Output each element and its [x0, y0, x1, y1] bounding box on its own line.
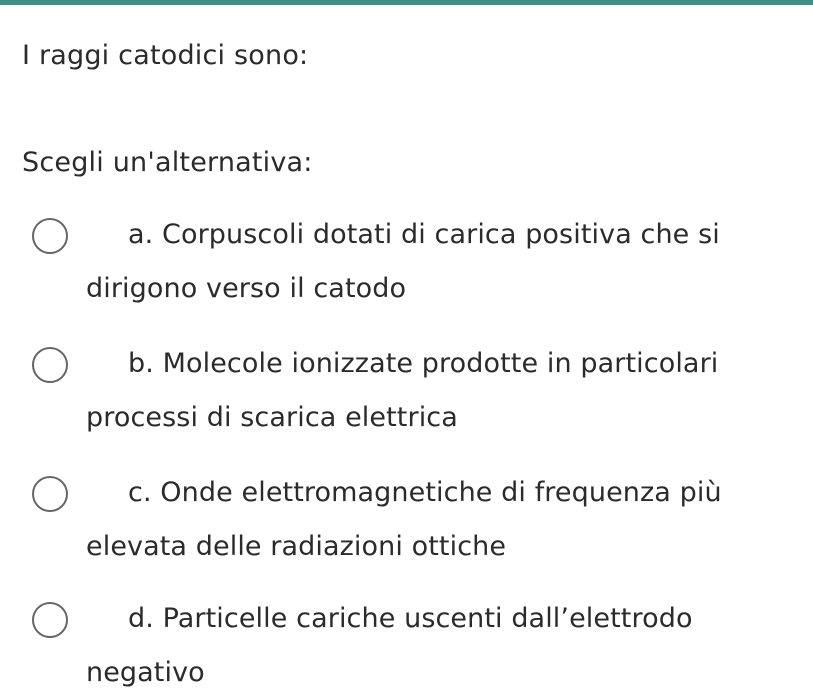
radio-button-d[interactable] [32, 602, 68, 638]
top-divider [0, 0, 813, 5]
radio-button-c[interactable] [32, 476, 68, 512]
option-c-label-line1[interactable]: c. Onde elettromagnetiche di frequenza più [128, 477, 722, 508]
option-a-label-line2[interactable]: dirigono verso il catodo [86, 273, 407, 304]
option-d-label-line2[interactable]: negativo [86, 657, 205, 688]
radio-button-a[interactable] [32, 218, 68, 254]
option-b-label-line1[interactable]: b. Molecole ionizzate prodotte in particolari [128, 348, 719, 379]
answer-option-c[interactable] [0, 466, 813, 576]
option-b-label-line2[interactable]: processi di scarica elettrica [86, 402, 458, 433]
question-text: I raggi catodici sono: [22, 40, 309, 71]
option-c-label-line2[interactable]: elevata delle radiazioni ottiche [86, 531, 507, 562]
option-d-label-line1[interactable]: d. Particelle cariche uscenti dall’elettrodo [128, 603, 693, 634]
radio-button-b[interactable] [32, 347, 68, 383]
option-a-label-line1[interactable]: a. Corpuscoli dotati di carica positiva che si [128, 219, 720, 250]
answer-prompt: Scegli un'alternativa: [22, 147, 313, 178]
answer-option-b[interactable] [0, 337, 813, 447]
answer-option-a[interactable] [0, 208, 813, 318]
answer-option-d[interactable] [0, 592, 813, 700]
